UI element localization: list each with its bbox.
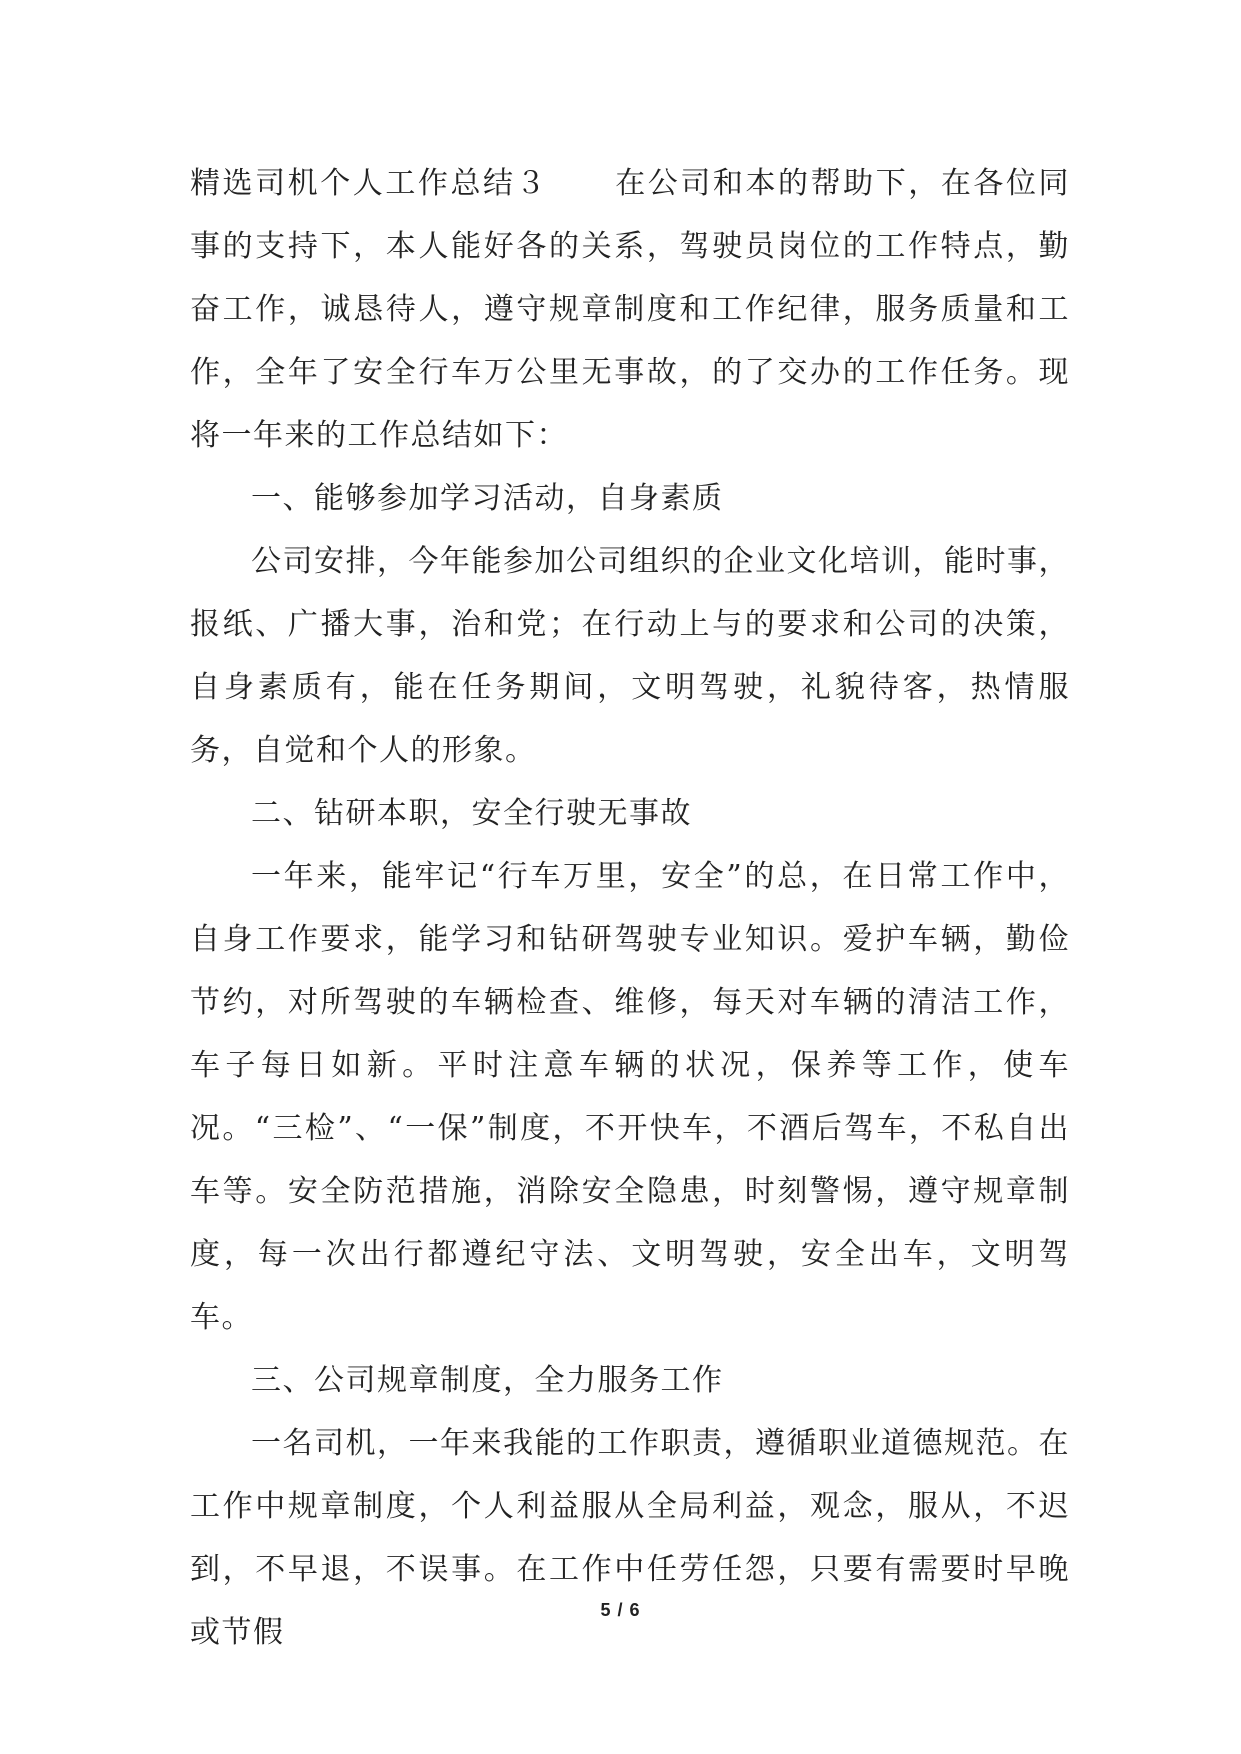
document-title: 精选司机个人工作总结３ <box>190 166 549 201</box>
page-number: 5 / 6 <box>600 1600 641 1620</box>
section-1-body: 公司安排，今年能参加公司组织的企业文化培训，能时事，报纸、广播大事，治和党；在行动上与的要求和公司的决策，自身素质有，能在任务期间，文明驾驶，礼貌待客，热情服务，自觉和个人的形象。 <box>190 544 1070 768</box>
section-2-body: 一年来，能牢记“行车万里，安全”的总，在日常工作中，自身工作要求，能学习和钻研驾驶专业知识。爱护车辆，勤俭节约，对所驾驶的车辆检查、维修，每天对车辆的清洁工作，车子每日如新。平时注意车辆的状况，保养等工作，使车况。“三检”、“一保”制度，不开快车，不酒后驾车，不私自出车等。安全防范措施，消除安全隐患，时刻警惕，遵守规章制度，每一次出行都遵纪守法、文明驾驶，安全出车，文明驾车。 <box>190 859 1070 1335</box>
section-2-heading: 二、钻研本职，安全行驶无事故 <box>251 796 692 831</box>
document-body <box>190 152 1070 1664</box>
section-3-body: 一名司机，一年来我能的工作职责，遵循职业道德规范。在工作中规章制度，个人利益服从全局利益，观念，服从，不迟到，不早退，不误事。在工作中任劳任怨，只要有需要时早晚或节假 <box>190 1426 1070 1650</box>
section-3-heading: 三、公司规章制度，全力服务工作 <box>251 1363 724 1398</box>
intro-paragraph <box>190 152 1070 467</box>
intro-text: 在公司和本的帮助下，在各位同事的支持下，本人能好各的关系，驾驶员岗位的工作特点，勤奋工作，诚恳待人，遵守规章制度和工作纪律，服务质量和工作，全年了安全行车万公里无事故，的了交办的工作任务。现将一年来的工作总结如下： <box>190 166 1071 453</box>
section-1-heading: 一、能够参加学习活动，自身素质 <box>251 481 724 516</box>
